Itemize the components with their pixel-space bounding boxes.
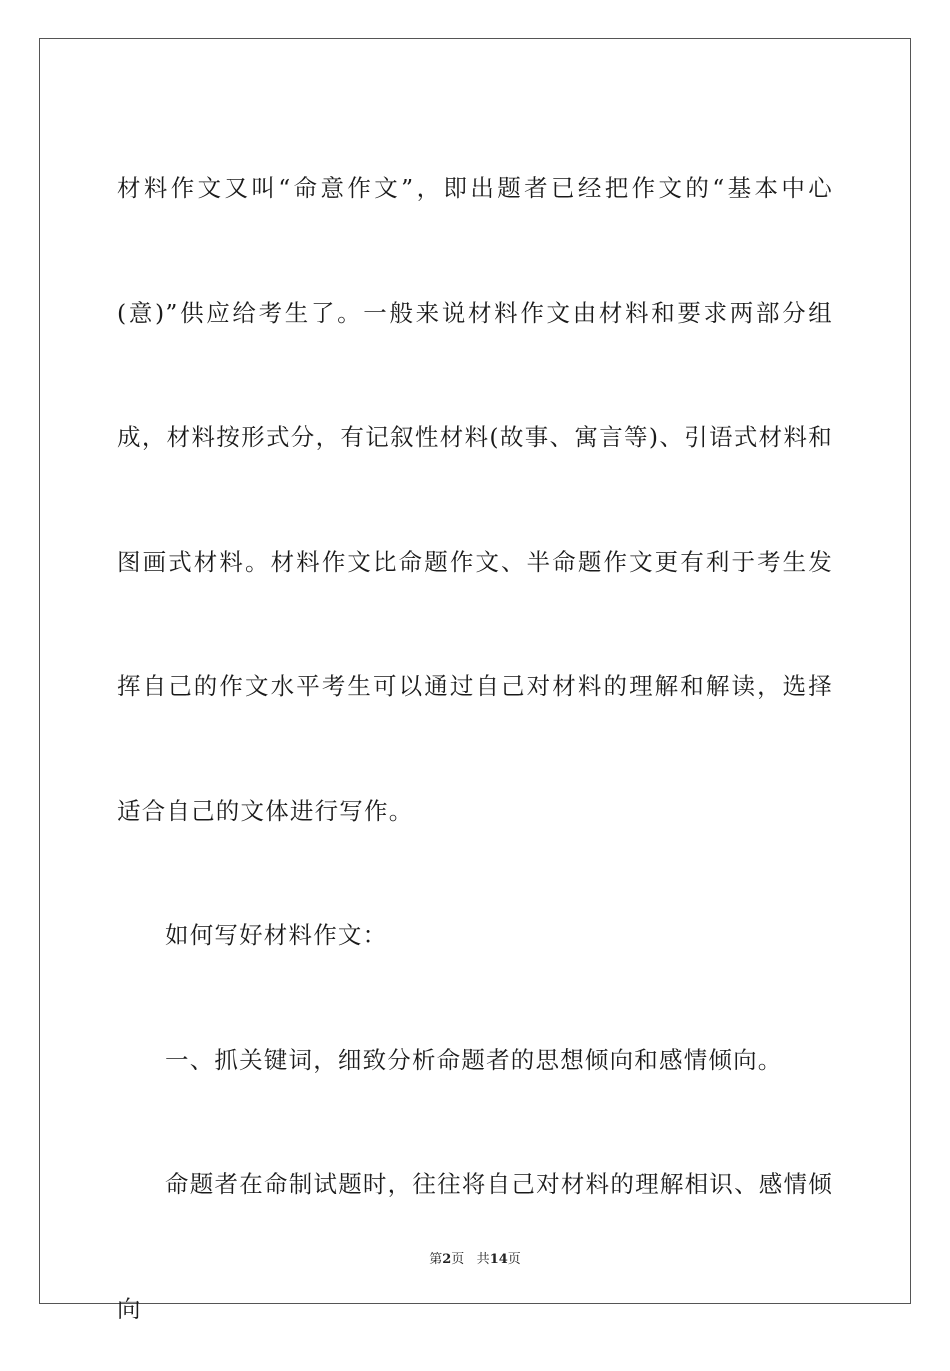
footer-total-prefix: 共 [476,1252,490,1267]
footer-total-pages: 14 [489,1252,508,1267]
footer-page-number: 2 [442,1252,452,1267]
footer-total-suffix: 页 [507,1252,521,1267]
paragraph-point-one: 一、抓关键词，细致分析命题者的思想倾向和感情倾向。 [165,1045,783,1074]
footer-page-prefix: 第 [429,1252,443,1267]
document-body [117,126,833,1371]
paragraph-how-to-heading: 如何写好材料作文： [165,921,388,949]
page-footer [0,1248,950,1267]
paragraph-point-one-body: 命题者在命制试题时，往往将自己对材料的理解相识、感情倾向 [117,1170,833,1323]
footer-page-suffix: 页 [451,1252,465,1267]
paragraph-intro: 材料作文又叫“命意作文”，即出题者已经把作文的“基本中心(意)”供应给考生了。一般来说材料作文由材料和要求两部分组成，材料按形式分，有记叙性材料(故事、寓言等)、引语式材料和图画式材料。材料作文比命题作文、半命题作文更有利于考生发挥自己的作文水平考生可以通过自己对材料的理解和解读，选择适合自己的文体进行写作。 [117,174,833,825]
